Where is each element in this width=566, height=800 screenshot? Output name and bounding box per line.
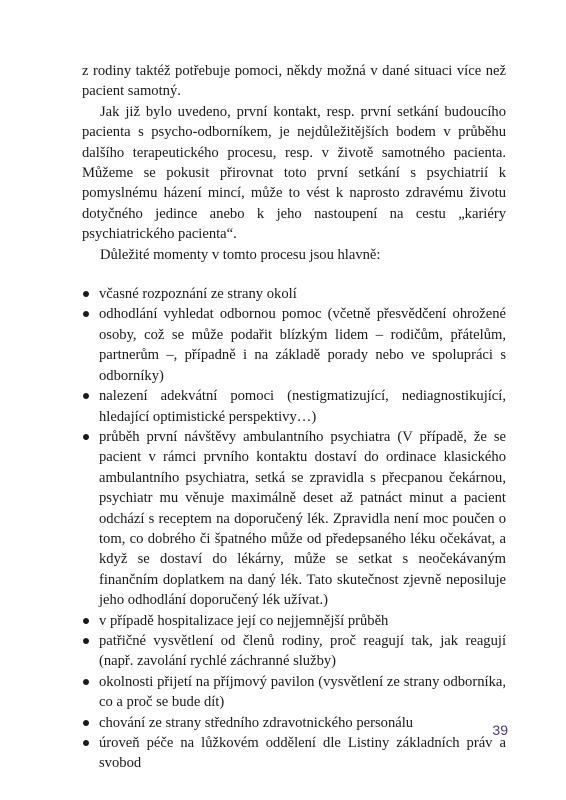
list-item-text: úroveň péče na lůžkovém oddělení dle Listiny základních práv a svobod [99,735,506,772]
bullet-icon [83,618,89,624]
bullet-icon [83,638,89,644]
list-item [82,631,506,672]
list-item-text: v případě hospitalizace její co nejjemnější průběh [99,612,389,629]
list-item [82,427,506,611]
list-item [82,713,506,733]
list-item-text: průběh první návštěvy ambulantního psychiatra (V případě, že se pacient v rámci prvního kontaktu dostaví do ordinace klasického ambulantního psychiatra, setká se zpravidla s přecpanou čekárnou, psychiatr mu věnuje maximálně deset až patnáct minut a pacient odchází s receptem na doporučený lék. Zpravidla není moc poučen o tom, co dobrého či špatného může od předepsaného léku očekávat, a když se dostaví do lékárny, může se setkat s neočekávaným finančním doplatkem na daný lék. Tato skutečnost zjevně neposiluje jeho odhodlání doporučený lék užívat.) [99,428,506,609]
list-item-text: včasné rozpoznání ze strany okolí [99,286,297,303]
bullet-icon [83,720,89,726]
list-item-text: patřičné vysvětlení od členů rodiny, proč reagují tak, jak reagují (např. zavolání rychlé záchranné služby) [99,632,506,670]
key-moments-list [82,284,506,774]
page-number: 39 [492,722,508,738]
bullet-icon [83,679,89,685]
page-body [82,61,506,774]
list-item [82,304,506,386]
bullet-icon [83,434,89,440]
list-item [82,611,506,631]
paragraph-first-contact: Jak již bylo uvedeno, první kontakt, resp. první setkání budoucího pacienta s psycho-odborníkem, je nejdůležitějších bodem v průběhu dalšího terapeutického procesu, resp. v životě samotného pacienta. Můžeme se pokusit přirovnat toto první setkání s psychiatrií k pomyslnému házení mincí, může to vést k naprosto zdravému životu dotyčného jedince anebo k jeho nastoupení na cestu „kariéry psychiatrického pacienta“. [82,103,506,243]
bullet-icon [83,311,89,317]
bullet-icon [83,291,89,297]
list-item [82,284,506,304]
list-item [82,733,506,774]
bullet-icon [83,740,89,746]
list-item [82,386,506,427]
list-item-text: nalezení adekvátní pomoci (nestigmatizující, nediagnostikující, hledající optimistické perspektivy…) [99,388,506,425]
list-item-text: odhodlání vyhledat odbornou pomoc (včetně přesvědčení ohrožené osoby, což se může podařit blízkým lidem – rodičům, přátelům, partnerům –, případně i na základě porady nebo ve spolupráci s odborníky) [99,306,506,384]
list-item-text: chování ze strany středního zdravotnického personálu [99,714,414,731]
paragraph-continuation: z rodiny taktéž potřebuje pomoci, někdy možná v dané situaci více než pacient samotný. [82,63,506,100]
paragraph-key-moments-intro: Důležité momenty v tomto procesu jsou hlavně: [100,246,381,263]
list-item-text: okolnosti přijetí na příjmový pavilon (vysvětlení ze strany odborníka, co a proč se bude dít) [99,673,506,711]
list-item [82,672,506,713]
bullet-icon [83,393,89,399]
